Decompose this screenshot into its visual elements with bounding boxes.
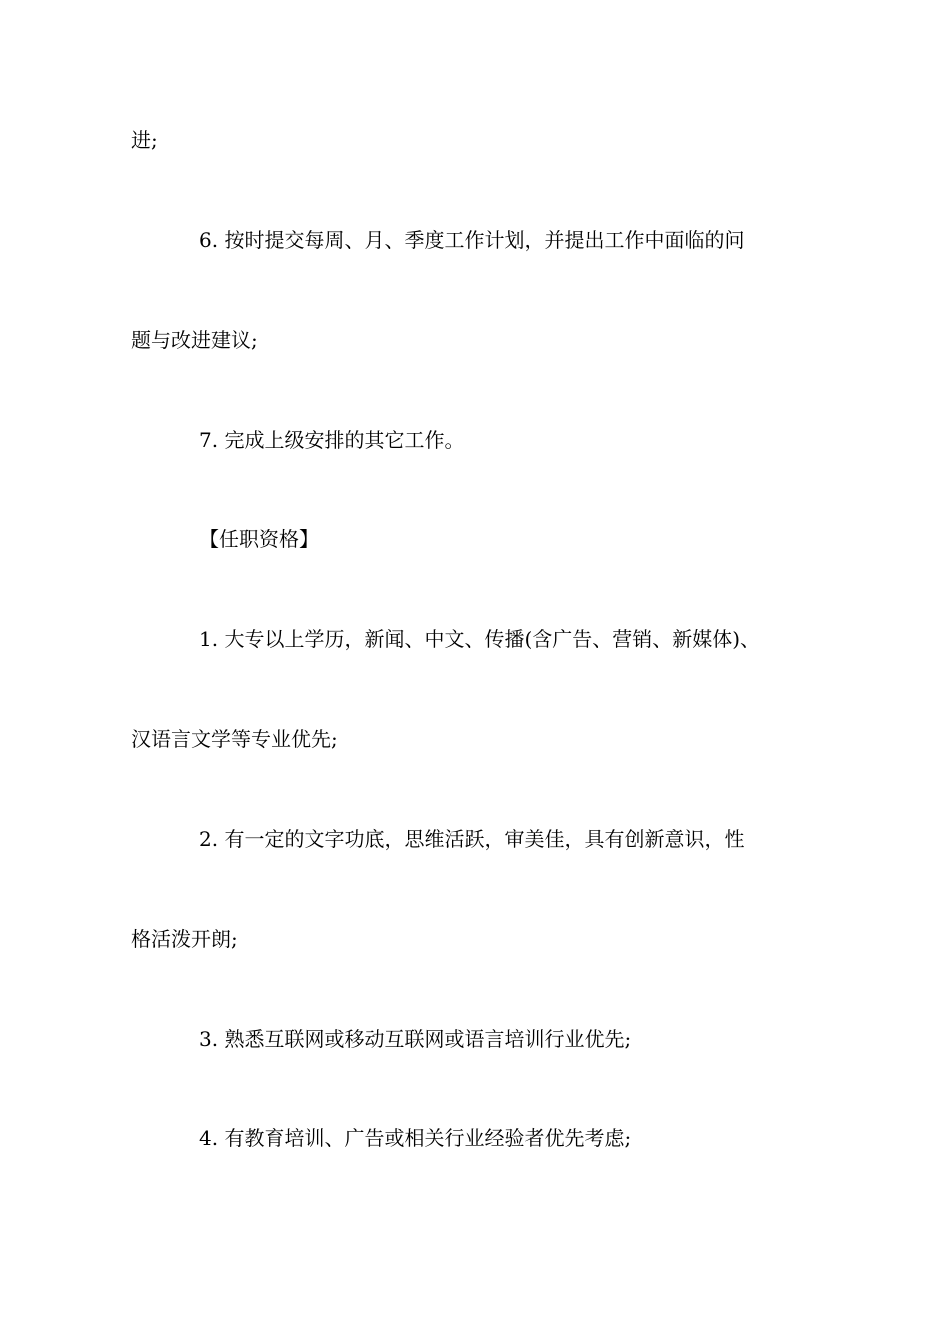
text-line-qualification-2: 2. 有一定的文字功底，思维活跃，审美佳，具有创新意识，性 <box>199 827 745 851</box>
text-line-item-7: 7. 完成上级安排的其它工作。 <box>199 428 465 452</box>
text-line-qualification-2-continuation: 格活泼开朗; <box>131 927 238 951</box>
text-line-item-6-continuation: 题与改进建议; <box>131 328 258 352</box>
text-line-qualification-1: 1. 大专以上学历，新闻、中文、传播(含广告、营销、新媒体)、 <box>199 627 761 651</box>
text-line-qualification-1-continuation: 汉语言文学等专业优先; <box>131 727 338 751</box>
text-line-item-6: 6. 按时提交每周、月、季度工作计划，并提出工作中面临的问 <box>199 228 745 252</box>
text-line-qualification-4: 4. 有教育培训、广告或相关行业经验者优先考虑; <box>199 1126 632 1150</box>
text-line-continuation-5: 进; <box>131 128 158 152</box>
section-heading-qualifications: 【任职资格】 <box>199 527 319 551</box>
text-line-qualification-3: 3. 熟悉互联网或移动互联网或语言培训行业优先; <box>199 1027 632 1051</box>
